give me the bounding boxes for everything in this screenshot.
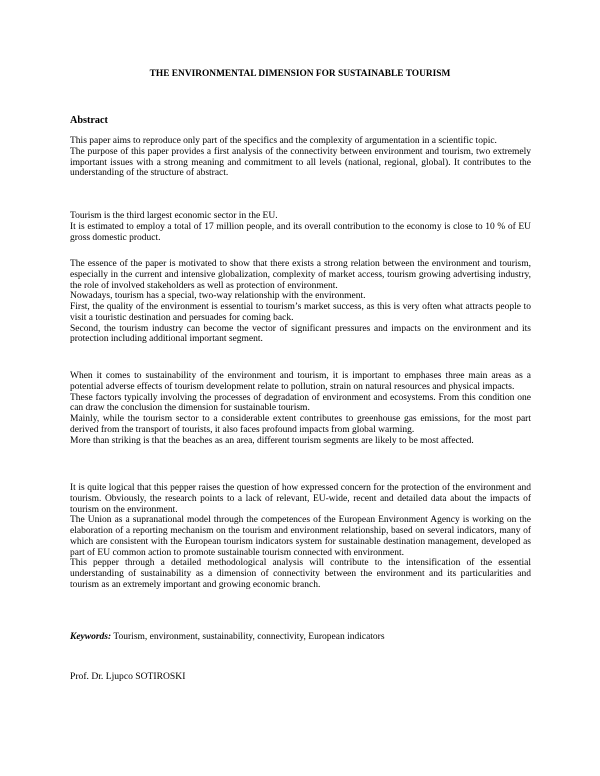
paragraph-purpose <box>70 136 531 179</box>
paragraph-line: Mainly, while the tourism sector to a considerable extent contributes to greenhouse gas emissions, for the most part derived from the transport of tourists, it also faces profound impacts from global warming. <box>70 414 531 435</box>
paper-title: THE ENVIRONMENTAL DIMENSION FOR SUSTAINABLE TOURISM <box>149 69 451 79</box>
paragraph-line: When it comes to sustainability of the environment and tourism, it is important to emphases three main areas as a potential adverse effects of tourism development relate to pollution, strain on natural resources and physical impacts. <box>70 371 531 392</box>
paragraph-line: The essence of the paper is motivated to show that there exists a strong relation between the environment and tourism, especially in the current and intensive globalization, complexity of market access, tourism growing advertising industry, the role of involved stakeholders as well as protection of environment. <box>70 259 531 291</box>
paragraph-line: Tourism is the third largest economic sector in the EU. <box>70 211 278 221</box>
paragraph-line: It is quite logical that this pepper raises the question of how expressed concern for the protection of the environment and tourism. Obviously, the research points to a lack of relevant, EU-wide, recent and detailed data about the impacts of tourism on the environment. <box>70 483 531 515</box>
paragraph-sustainability <box>70 371 531 446</box>
keywords-text: Tourism, environment, sustainability, connectivity, European indicators <box>111 632 385 642</box>
paragraph-line: The Union as a supranational model through the competences of the European Environment Agency is working on the elaboration of a reporting mechanism on the tourism and environment relationship, based on several indicators, many of which are consistent with the European tourism indicators system for sustainable destination management, developed as part of EU common action to promote sustainable tourism connected with environment. <box>70 515 531 558</box>
paragraph-line: The purpose of this paper provides a first analysis of the connectivity between environment and tourism, two extremely important issues with a strong meaning and commitment to all levels (national, regional, global). It contributes to the understanding of the structure of abstract. <box>70 146 531 179</box>
paragraph-tourism-sector <box>70 211 531 243</box>
paragraph-essence <box>70 259 531 345</box>
paragraph-line: This paper aims to reproduce only part of the specifics and the complexity of argumentation in a scientific topic. <box>70 136 497 146</box>
paragraph-line: More than striking is that the beaches as an area, different tourism segments are likely to be most affected. <box>70 435 474 446</box>
paragraph-line: Second, the tourism industry can become the vector of significant pressures and impacts on the environment and its protection including additional important segment. <box>70 323 531 345</box>
abstract-heading: Abstract <box>70 115 108 126</box>
author-name: Prof. Dr. Ljupco SOTIROSKI <box>70 671 186 682</box>
paragraph-line: Nowadays, tourism has a special, two-way relationship with the environment. <box>70 291 366 302</box>
paragraph-line: This pepper through a detailed methodological analysis will contribute to the intensification of the essential understanding of sustainability as a dimension of connectivity between the environment and its particularities and tourism as an extremely important and growing economic branch. <box>70 558 531 590</box>
paragraph-line: These factors typically involving the processes of degradation of environment and ecosystems. From this condition one can draw the conclusion the dimension for sustainable tourism. <box>70 392 531 414</box>
paragraph-conclusion <box>70 483 531 591</box>
paragraph-line: It is estimated to employ a total of 17 million people, and its overall contribution to the economy is close to 10 % of EU gross domestic product. <box>70 221 531 243</box>
paragraph-line: First, the quality of the environment is essential to tourism’s market success, as this is very often what attracts people to visit a touristic destination and persuades for coming back. <box>70 302 531 323</box>
keywords-label: Keywords: <box>70 632 112 642</box>
keywords-line <box>70 632 531 643</box>
